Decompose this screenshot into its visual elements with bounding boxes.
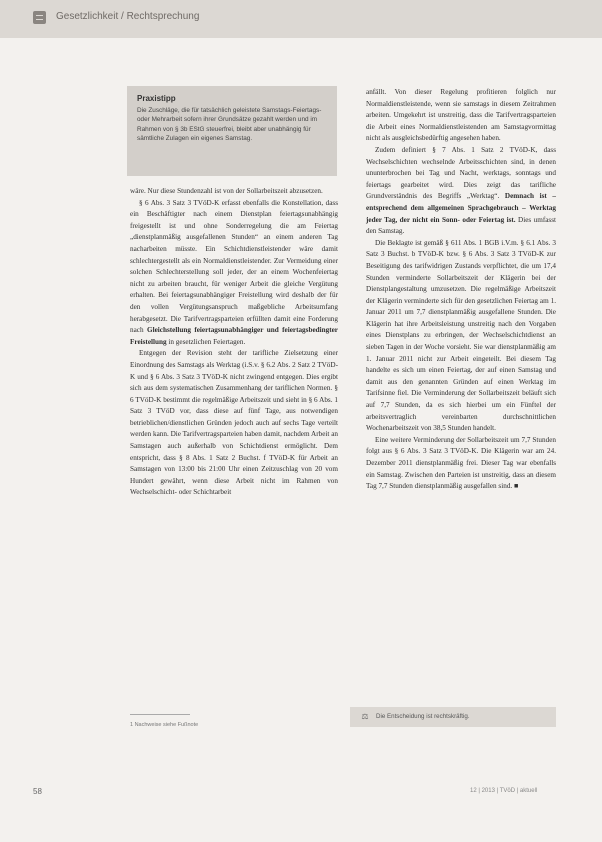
right-column xyxy=(366,87,556,493)
footnote: 1 Nachweise siehe Fußnote xyxy=(130,722,199,728)
page-header xyxy=(0,0,602,38)
scales-icon: ⚖ xyxy=(361,712,369,721)
paragraph: Die Beklagte ist gemäß § 611 Abs. 1 BGB i.V.m. § 6.1 Abs. 3 Satz 3 Buchst. b TVöD-K bzw. § 6 Abs. 3 Satz 3 TVöD-K zur Beseitigung des tarifwidrigen Zustands verpflichtet, die um 17,4 Stunden verminderte Sollarbeitszeit der Klägerin bei der Dienstplangestaltung umzusetzen. Die regelmäßige Arbeitszeit der Klägerin verminderte sich für den gesetzlichen Feiertag am 1. Januar 2011 um 7,7 dienstplanmäßig ausgefallene Stunden. Die Klägerin hat ihre Arbeitsleistung unstreitig nach den Vorgaben eines Dienstplans zu erbringen, der Wechselschichtdienst an sieben Tagen in der Woche vorsieht. Sie war dienstplanmäßig am 1. Januar 2011 nicht zur Arbeit eingeteilt. Bei diesem Tag handelte es sich um einen Feiertag, der auf einen Samstag und damit aus den genannten Gründen auf einen Werktag im Tarifsinne fiel. Die Verminderung der Sollarbeitszeit beläuft sich auf 7,7 Stunden, da es sich hierbei um ein Fünftel der arbeitsvertraglich vereinbarten durchschnittlichen Wochenarbeitszeit von 38,5 Stunden handelt. xyxy=(366,238,556,433)
paragraph: Eine weitere Verminderung der Sollarbeitszeit um 7,7 Stunden folgt aus § 6 Abs. 3 Satz 3 TVöD-K. Die Klägerin war am 24. Dezember 2011 dienstplanmäßig frei. Dieser Tag war ebenfalls ein Samstag. Zwischen den Parteien ist unstreitig, dass an diesem Tag 7,7 Stunden dienstplanmäßig ausgefallen sind. ■ xyxy=(366,435,556,491)
paragraph xyxy=(130,198,338,349)
paragraph: Entgegen der Revision steht der tarifliche Zielsetzung einer Einordnung des Samstags als Werktag (i.S.v. § 6.2 Abs. 2 Satz 2 TVöD-K und § 6 Abs. 3 Satz 3 TVöD-K nicht zwingend entgegen. Dies ergibt sich aus dem systematischen Zusammenhang der tariflichen Normen. § 6 TVöD-K bestimmt die regelmäßige Arbeitszeit und sieht in § 6 Abs. 1 Satz 3 TVöD vor, dass diese auf fünf Tage, aus notwendigen betrieblichen/dienstlichen Gründen jedoch auch auf sechs Tage verteilt werden kann. Die Tarifvertragsparteien haben damit, nachdem Arbeit an Samstagen auch außerhalb von Schichtdienst ermöglicht. Dem entspricht, dass § 8 Abs. 1 Satz 2 Buchst. f TVöD-K für Arbeit an Samstagen von 13:00 bis 21:00 Uhr einen Zeitzuschlag von 20 vom Hundert gewährt, wenn diese Arbeit nicht im Rahmen von Wechselschicht- oder Schichtarbeit xyxy=(130,349,338,497)
footnote-divider xyxy=(130,714,190,715)
bold-text: Gleichstellung feiertagsunabhängiger und feiertagsbedingter Freistellung xyxy=(130,326,338,346)
paragraph-text: in gesetzlichen Feiertagen. xyxy=(168,337,246,346)
tip-text: Die Zuschläge, die für tatsächlich geleistete Samstags-Feiertags- oder Mehrarbeit sofern ihrer Grundsätze gezahlt werden und im Rahmen von § 3b EStG steuerfrei, bleibt aber unabhängig für sämtliche Zulagen ein eigenes Samstag. xyxy=(137,107,322,143)
paragraph-text: Zudem definiert § 7 Abs. 1 Satz 2 TVöD-K, dass Wechselschichten wechselnde Arbeitsschichten sind, in denen ununterbrochen bei Tag und Nacht, werktags, sonntags und feiertags gearbeitet wird. Dies zeigt das tarifliche Grundverständnis des Begriffs „Werktag“. xyxy=(366,145,556,201)
page-number: 58 xyxy=(33,787,42,796)
journal-reference: 12 | 2013 | TVöD | aktuell xyxy=(470,788,538,794)
document-icon xyxy=(33,11,46,24)
bold-text: Demnach ist – entsprechend dem allgemeinen Sprachgebrauch – Werktag jeder Tag, der nicht ein Sonn- oder Feiertag ist. xyxy=(366,192,557,224)
status-note-box xyxy=(350,707,556,727)
practice-tip-box xyxy=(127,86,337,176)
paragraph xyxy=(366,145,556,238)
paragraph: wäre. Nur diese Stundenzahl ist von der Sollarbeitszeit abzusetzen. xyxy=(130,187,323,195)
paragraph-text: Dies umfasst den Samstag. xyxy=(366,215,557,236)
header-title: Gesetzlichkeit / Rechtsprechung xyxy=(56,11,200,22)
tip-title: Praxistipp xyxy=(137,94,176,103)
status-note-text: Die Entscheidung ist rechtskräftig. xyxy=(376,713,470,720)
left-column xyxy=(130,186,338,499)
paragraph-text: § 6 Abs. 3 Satz 3 TVöD-K erfasst ebenfalls die Konstellation, dass ein Beschäftigter nach einem Dienstplan feiertagsunabhängig freigestellt ist und ohne Sonderregelung die am Feiertag „dienstplanmäßig ausgefallenen Stunden“ an einem anderen Tag nacharbeiten müsste. Ein Schichtdienstleistender wäre damit schlechtergestellt als ein Normaldienstleistender. Zur Vermeidung einer solchen Schlechterstellung soll jeder, der an einem Wochenfeiertag nicht zu arbeiten braucht, für weniger Arbeit die gleiche Vergütung erhalten. Bei feiertagsunabhängiger Freistellung wird deshalb der für den vollen Vergütungsanspruch maßgebliche Arbeitsumfang herabgesetzt. Die Tarifvertragsparteien erfüllten damit eine Forderung nach xyxy=(130,198,338,335)
paragraph: anfällt. Von dieser Regelung profitieren folglich nur Normaldienstleistende, wenn sie samstags in diesem Zeitrahmen arbeiten. Umgekehrt ist unstreitig, dass die Tarifvertragsparteien die Arbeit eines Normaldienstleistenden am Samstagvormittag nicht als ausgleichsbedürftig angesehen haben. xyxy=(366,88,556,143)
